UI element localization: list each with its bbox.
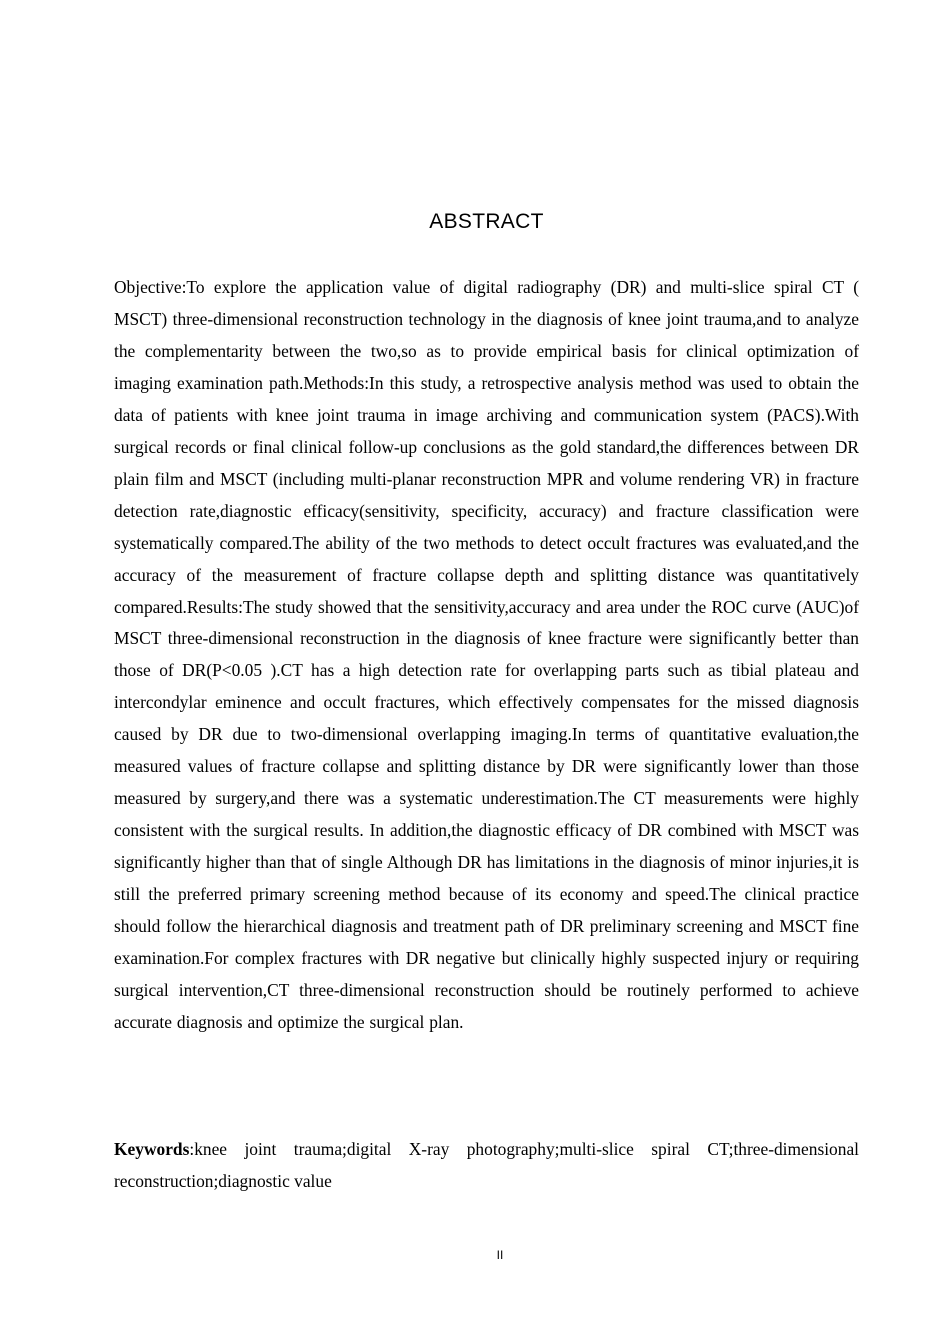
- page-number: II: [496, 1248, 504, 1262]
- abstract-title: ABSTRACT: [429, 210, 544, 233]
- keywords-paragraph: [114, 1134, 859, 1198]
- abstract-body: Objective:To explore the application value of digital radiography (DR) and multi-slice spiral CT ( MSCT) three-dimensional reconstruction technology in the diagnosis of knee joint trauma,and to analyze the complementarity between the two,so as to provide empirical basis for clinical optimization of imaging examination path.Methods:In this study, a retrospective analysis method was used to obtain the data of patients with knee joint trauma in image archiving and communication system (PACS).With surgical records or final clinical follow-up conclusions as the gold standard,the differences between DR plain film and MSCT (including multi-planar reconstruction MPR and volume rendering VR) in fracture detection rate,diagnostic efficacy(sensitivity, specificity, accuracy) and fracture classification were systematically compared.The ability of the two methods to detect occult fractures was evaluated,and the accuracy of the measurement of fracture collapse depth and splitting distance was quantitatively compared.Results:The study showed that the sensitivity,accuracy and area under the ROC curve (AUC)of MSCT three-dimensional reconstruction in the diagnosis of knee fracture were significantly better than those of DR(P<0.05 ).CT has a high detection rate for overlapping parts such as tibial plateau and intercondylar eminence and occult fractures, which effectively compensates for the missed diagnosis caused by DR due to two-dimensional overlapping imaging.In terms of quantitative evaluation,the measured values of fracture collapse and splitting distance by DR were significantly lower than those measured by surgery,and there was a systematic underestimation.The CT measurements were highly consistent with the surgical results. In addition,the diagnostic efficacy of DR combined with MSCT was significantly higher than that of single Although DR has limitations in the diagnosis of minor injuries,it is still the preferred primary screening method because of its economy and speed.The clinical practice should follow the hierarchical diagnosis and treatment path of DR preliminary screening and MSCT fine examination.For complex fractures with DR negative but clinically highly suspected injury or requiring surgical intervention,CT three-dimensional reconstruction should be routinely performed to achieve accurate diagnosis and optimize the surgical plan.: [114, 277, 859, 1032]
- keywords-list: :knee joint trauma;digital X-ray photography;multi-slice spiral CT;three-dimensional reconstruction;diagnostic value: [114, 1139, 859, 1191]
- keywords-label: Keywords: [114, 1139, 190, 1159]
